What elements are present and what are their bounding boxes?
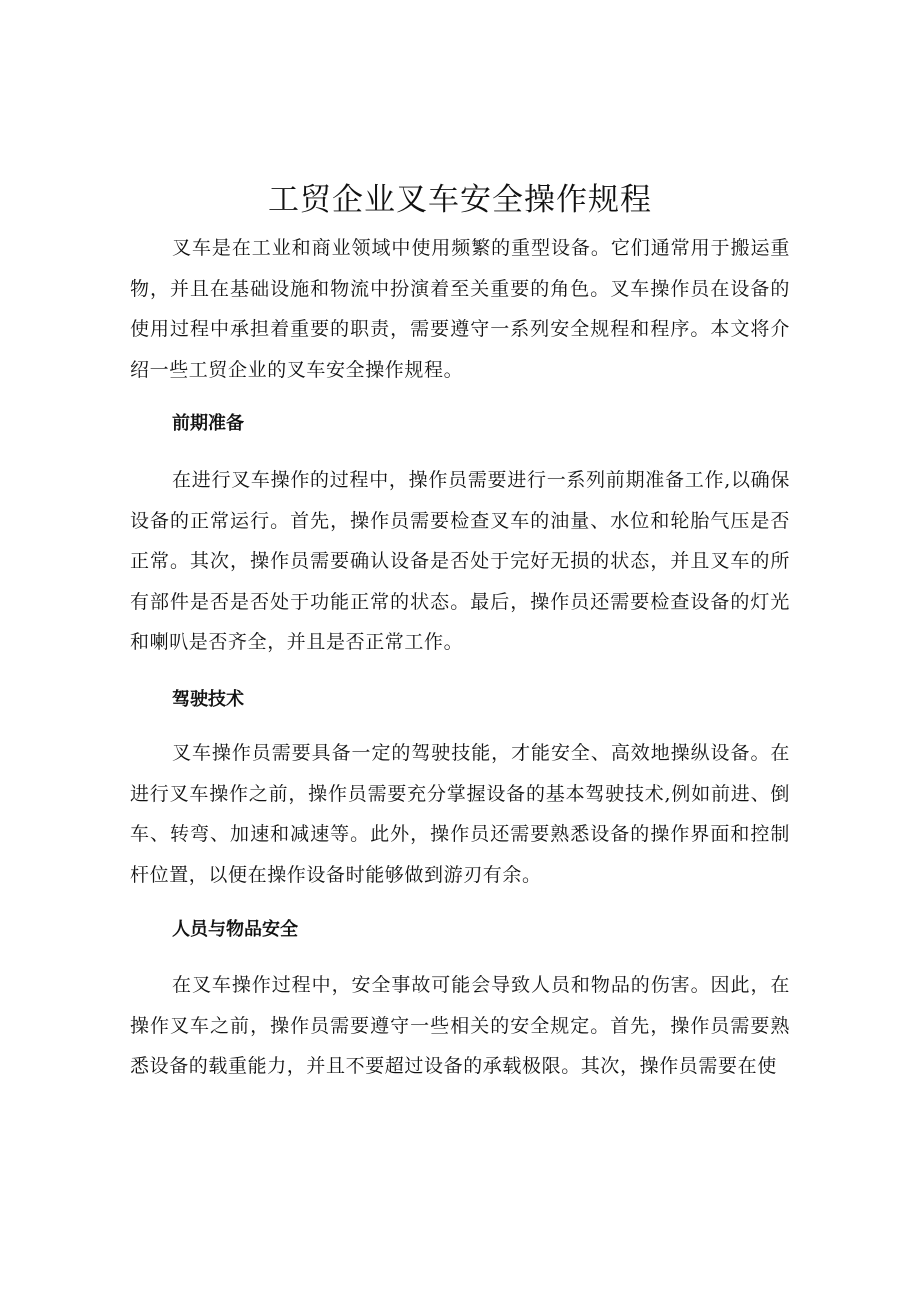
section-heading-driving: 驾驶技术 [172,689,244,710]
section-body-driving: 叉车操作员需要具备一定的驾驶技能，才能安全、高效地操纵设备。在进行叉车操作之前，操作员需要充分掌握设备的基本驾驶技术,例如前进、倒车、转弯、加速和减速等。此外，操作员还需要熟悉设备的操作界面和控制杆位置，以便在操作设备时能够做到游刃有余。 [130,742,790,886]
section-heading-preparation: 前期准备 [172,413,244,434]
intro-paragraph: 叉车是在工业和商业领域中使用频繁的重型设备。它们通常用于搬运重物，并且在基础设施和物流中扮演着至关重要的角色。叉车操作员在设备的使用过程中承担着重要的职责，需要遵守一系列安全规程和程序。本文将介绍一些工贸企业的叉车安全操作规程。 [130,237,790,381]
section-heading-safety: 人员与物品安全 [172,919,298,940]
document-title: 工贸企业叉车安全操作规程 [268,182,652,218]
section-body-safety: 在叉车操作过程中，安全事故可能会导致人员和物品的伤害。因此，在操作叉车之前，操作员需要遵守一些相关的安全规定。首先，操作员需要熟悉设备的载重能力，并且不要超过设备的承载极限。其次，操作员需要在使 [130,974,790,1077]
section-body-preparation: 在进行叉车操作的过程中，操作员需要进行一系列前期准备工作,以确保设备的正常运行。首先，操作员需要检查叉车的油量、水位和轮胎气压是否正常。其次，操作员需要确认设备是否处于完好无损的状态，并且叉车的所有部件是否是否处于功能正常的状态。最后，操作员还需要检查设备的灯光和喇叭是否齐全，并且是否正常工作。 [130,469,790,653]
